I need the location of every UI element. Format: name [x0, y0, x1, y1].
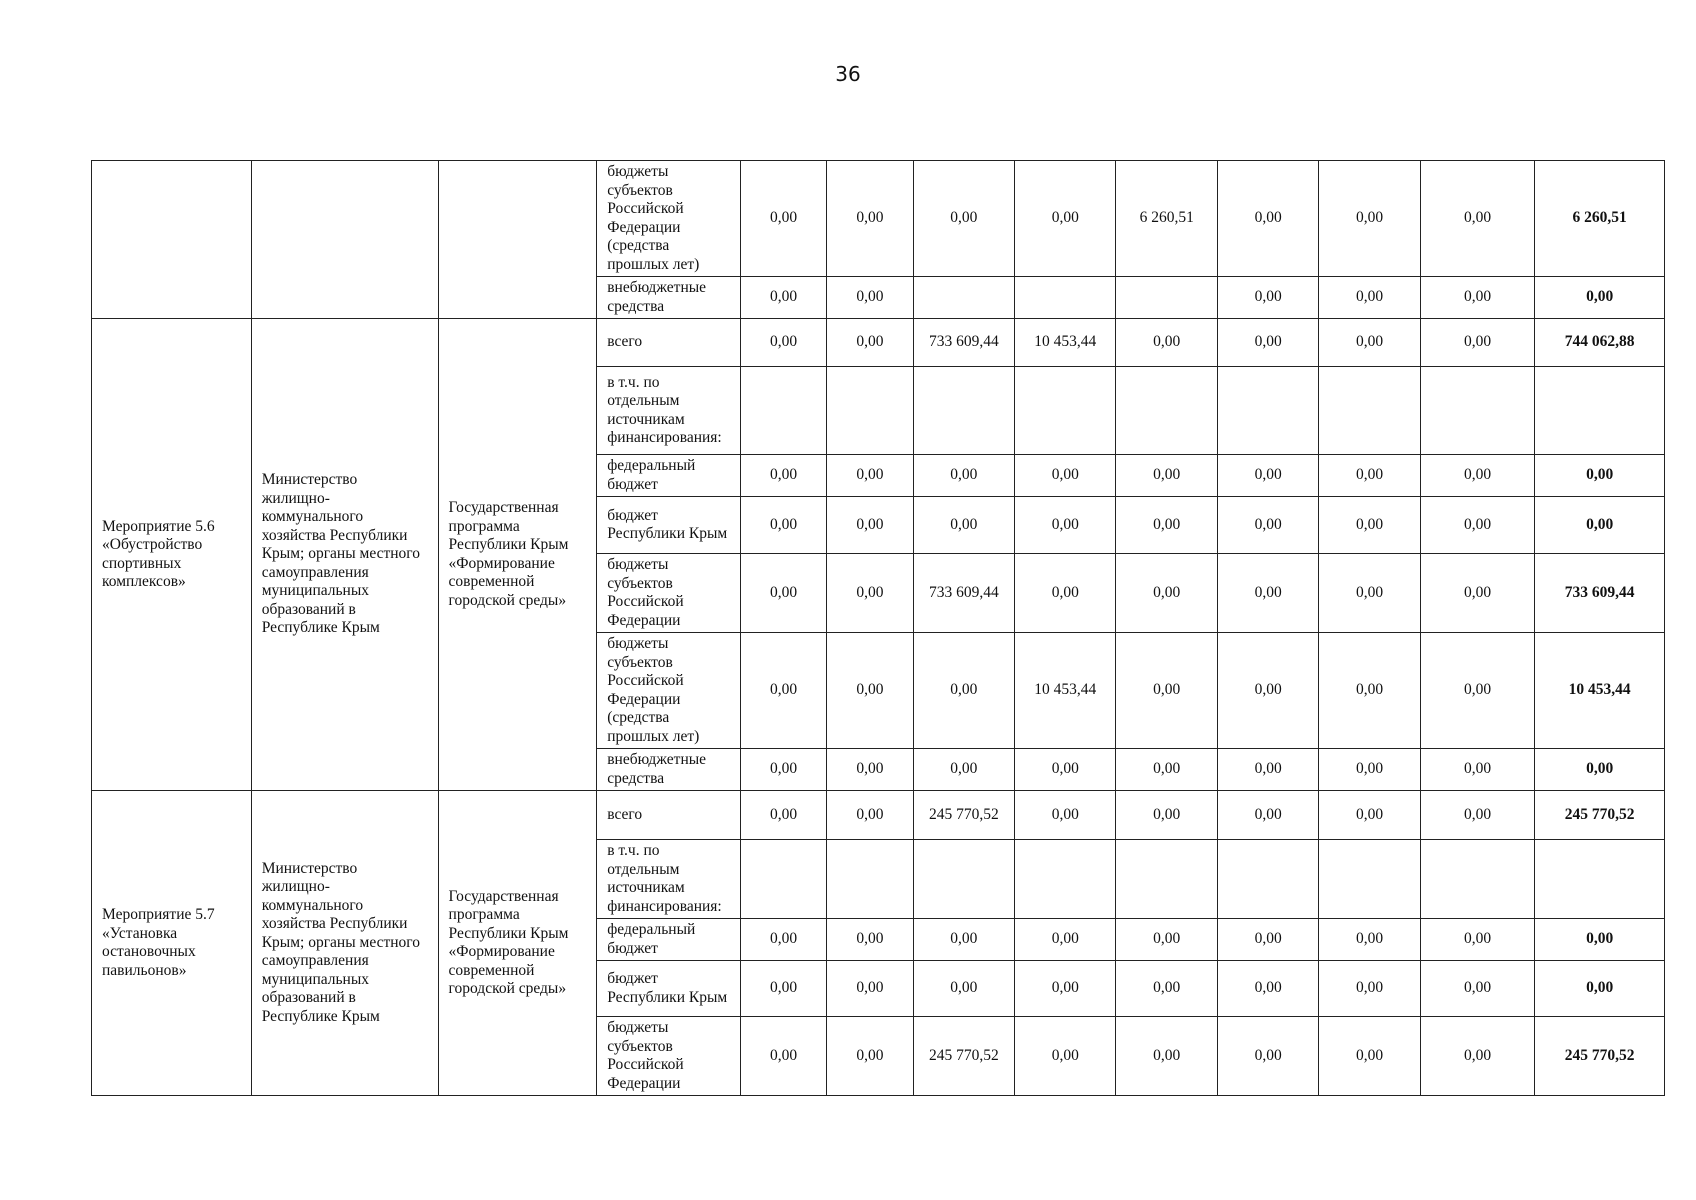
value-cell: 0,00 [740, 161, 826, 277]
value-cell: 0,00 [1015, 749, 1116, 791]
value-cell: 0,00 [1319, 554, 1420, 633]
value-cell: 0,00 [913, 455, 1014, 497]
program-cell: Государственная программа Республики Крым «Формирование современной городской среды» [438, 319, 597, 791]
value-cell: 0,00 [1420, 633, 1535, 749]
value-cell [827, 367, 913, 455]
value-cell: 10 453,44 [1015, 319, 1116, 367]
value-cell [1116, 840, 1217, 919]
total-cell: 0,00 [1535, 749, 1665, 791]
financing-table [91, 160, 1665, 1096]
value-cell [1116, 277, 1217, 319]
value-cell: 0,00 [1116, 455, 1217, 497]
source-cell: бюджет Республики Крым [597, 497, 741, 554]
source-cell: всего [597, 791, 741, 840]
value-cell: 0,00 [1015, 961, 1116, 1017]
value-cell: 0,00 [827, 277, 913, 319]
table-row [92, 319, 1665, 367]
value-cell: 0,00 [1319, 1017, 1420, 1096]
value-cell: 0,00 [1116, 961, 1217, 1017]
source-cell: федеральный бюджет [597, 455, 741, 497]
source-cell: внебюджетные средства [597, 749, 741, 791]
value-cell: 0,00 [740, 749, 826, 791]
value-cell: 0,00 [1217, 791, 1318, 840]
value-cell: 0,00 [740, 961, 826, 1017]
value-cell [913, 367, 1014, 455]
value-cell: 0,00 [1319, 455, 1420, 497]
program-cell [438, 161, 597, 319]
value-cell: 0,00 [1420, 455, 1535, 497]
value-cell: 733 609,44 [913, 554, 1014, 633]
table-row [92, 161, 1665, 277]
value-cell: 0,00 [1420, 497, 1535, 554]
value-cell: 0,00 [1015, 554, 1116, 633]
value-cell: 0,00 [913, 161, 1014, 277]
value-cell: 0,00 [1420, 749, 1535, 791]
value-cell: 0,00 [1015, 455, 1116, 497]
value-cell [913, 840, 1014, 919]
value-cell [1420, 367, 1535, 455]
table-row [92, 791, 1665, 840]
source-cell: бюджеты субъектов Российской Федерации [597, 554, 741, 633]
value-cell: 0,00 [827, 633, 913, 749]
total-cell: 0,00 [1535, 961, 1665, 1017]
value-cell: 0,00 [1319, 919, 1420, 961]
executor-cell: Министерство жилищно-коммунального хозяйства Республики Крым; органы местного самоуправления муниципальных образований в Республике Крым [251, 319, 438, 791]
source-cell: бюджеты субъектов Российской Федерации (средства прошлых лет) [597, 161, 741, 277]
value-cell: 0,00 [1116, 319, 1217, 367]
value-cell: 0,00 [1217, 554, 1318, 633]
value-cell: 0,00 [1116, 1017, 1217, 1096]
program-cell: Государственная программа Республики Крым «Формирование современной городской среды» [438, 791, 597, 1096]
value-cell: 0,00 [1420, 791, 1535, 840]
value-cell: 0,00 [1420, 277, 1535, 319]
value-cell: 0,00 [1420, 319, 1535, 367]
total-cell: 744 062,88 [1535, 319, 1665, 367]
value-cell: 0,00 [740, 919, 826, 961]
value-cell: 0,00 [740, 455, 826, 497]
value-cell: 0,00 [1217, 1017, 1318, 1096]
total-cell: 245 770,52 [1535, 1017, 1665, 1096]
value-cell [1420, 840, 1535, 919]
source-cell: в т.ч. по отдельным источникам финансирования: [597, 840, 741, 919]
value-cell: 0,00 [827, 455, 913, 497]
total-cell [1535, 840, 1665, 919]
value-cell [1319, 840, 1420, 919]
value-cell: 0,00 [1319, 497, 1420, 554]
table-body [92, 161, 1665, 1096]
value-cell [1217, 840, 1318, 919]
value-cell: 0,00 [1420, 554, 1535, 633]
value-cell: 0,00 [1319, 961, 1420, 1017]
value-cell: 0,00 [740, 1017, 826, 1096]
value-cell: 0,00 [913, 961, 1014, 1017]
value-cell: 0,00 [827, 961, 913, 1017]
total-cell: 10 453,44 [1535, 633, 1665, 749]
source-cell: в т.ч. по отдельным источникам финансирования: [597, 367, 741, 455]
total-cell: 0,00 [1535, 919, 1665, 961]
value-cell [1015, 840, 1116, 919]
value-cell: 0,00 [1319, 791, 1420, 840]
value-cell: 0,00 [827, 161, 913, 277]
value-cell: 0,00 [1015, 497, 1116, 554]
value-cell [1015, 367, 1116, 455]
value-cell: 0,00 [1217, 749, 1318, 791]
value-cell: 0,00 [1015, 791, 1116, 840]
value-cell: 0,00 [827, 319, 913, 367]
total-cell: 733 609,44 [1535, 554, 1665, 633]
value-cell: 0,00 [1217, 497, 1318, 554]
value-cell: 0,00 [1217, 319, 1318, 367]
measure-name-cell [92, 161, 252, 319]
value-cell: 0,00 [827, 497, 913, 554]
value-cell: 0,00 [913, 497, 1014, 554]
value-cell: 0,00 [1420, 961, 1535, 1017]
value-cell: 0,00 [1116, 633, 1217, 749]
value-cell: 0,00 [913, 919, 1014, 961]
value-cell: 0,00 [1217, 161, 1318, 277]
value-cell: 0,00 [827, 1017, 913, 1096]
value-cell: 0,00 [913, 749, 1014, 791]
value-cell: 0,00 [740, 633, 826, 749]
value-cell: 0,00 [1116, 919, 1217, 961]
value-cell: 0,00 [740, 554, 826, 633]
value-cell: 10 453,44 [1015, 633, 1116, 749]
total-cell: 6 260,51 [1535, 161, 1665, 277]
value-cell [1217, 367, 1318, 455]
value-cell [1319, 367, 1420, 455]
value-cell: 0,00 [1420, 161, 1535, 277]
executor-cell [251, 161, 438, 319]
value-cell [740, 840, 826, 919]
measure-name-cell: Мероприятие 5.7 «Установка остановочных павильонов» [92, 791, 252, 1096]
source-cell: бюджеты субъектов Российской Федерации [597, 1017, 741, 1096]
value-cell [827, 840, 913, 919]
value-cell: 0,00 [740, 791, 826, 840]
value-cell: 0,00 [740, 319, 826, 367]
value-cell: 0,00 [1116, 497, 1217, 554]
value-cell: 733 609,44 [913, 319, 1014, 367]
total-cell [1535, 367, 1665, 455]
value-cell: 0,00 [1420, 1017, 1535, 1096]
total-cell: 0,00 [1535, 497, 1665, 554]
value-cell [740, 367, 826, 455]
value-cell: 0,00 [1319, 749, 1420, 791]
source-cell: всего [597, 319, 741, 367]
value-cell: 0,00 [827, 749, 913, 791]
value-cell [1116, 367, 1217, 455]
value-cell: 0,00 [913, 633, 1014, 749]
executor-cell: Министерство жилищно-коммунального хозяйства Республики Крым; органы местного самоуправления муниципальных образований в Республике Крым [251, 791, 438, 1096]
value-cell: 0,00 [1217, 919, 1318, 961]
value-cell: 6 260,51 [1116, 161, 1217, 277]
value-cell: 0,00 [1319, 633, 1420, 749]
source-cell: внебюджетные средства [597, 277, 741, 319]
value-cell: 0,00 [1116, 554, 1217, 633]
value-cell: 0,00 [740, 277, 826, 319]
value-cell [1015, 277, 1116, 319]
value-cell: 0,00 [1319, 161, 1420, 277]
source-cell: федеральный бюджет [597, 919, 741, 961]
source-cell: бюджеты субъектов Российской Федерации (средства прошлых лет) [597, 633, 741, 749]
value-cell: 0,00 [1116, 791, 1217, 840]
value-cell: 0,00 [827, 919, 913, 961]
value-cell: 245 770,52 [913, 1017, 1014, 1096]
value-cell: 0,00 [1015, 919, 1116, 961]
value-cell: 0,00 [1217, 961, 1318, 1017]
value-cell: 0,00 [1217, 633, 1318, 749]
value-cell [913, 277, 1014, 319]
total-cell: 245 770,52 [1535, 791, 1665, 840]
measure-name-cell: Мероприятие 5.6 «Обустройство спортивных комплексов» [92, 319, 252, 791]
value-cell: 0,00 [1319, 319, 1420, 367]
source-cell: бюджет Республики Крым [597, 961, 741, 1017]
total-cell: 0,00 [1535, 277, 1665, 319]
value-cell: 0,00 [1015, 1017, 1116, 1096]
value-cell: 0,00 [740, 497, 826, 554]
page-number: 36 [835, 62, 861, 86]
value-cell: 245 770,52 [913, 791, 1014, 840]
value-cell: 0,00 [1217, 455, 1318, 497]
value-cell: 0,00 [1116, 749, 1217, 791]
value-cell: 0,00 [1420, 919, 1535, 961]
value-cell: 0,00 [827, 554, 913, 633]
value-cell: 0,00 [1217, 277, 1318, 319]
value-cell: 0,00 [1015, 161, 1116, 277]
value-cell: 0,00 [827, 791, 913, 840]
total-cell: 0,00 [1535, 455, 1665, 497]
value-cell: 0,00 [1319, 277, 1420, 319]
